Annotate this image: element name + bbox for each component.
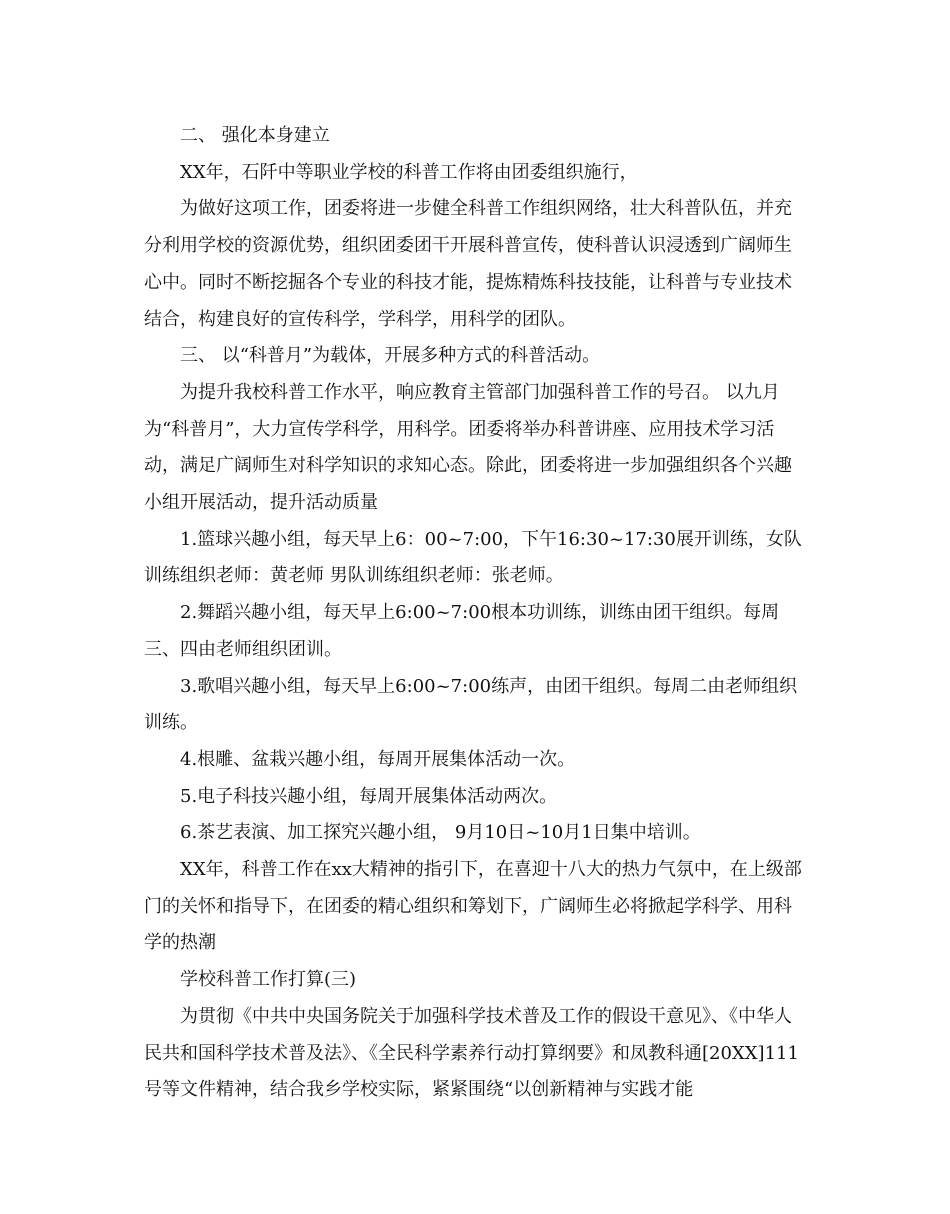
paragraph-conclusion: XX年，科普工作在xx大精神的指引下，在喜迎十八大的热力气氛中，在上级部门的关怀和指导下，在团委的精心组织和筹划下，广阔师生必将掀起学科学、用科学的热潮 xyxy=(144,859,802,954)
list-item-bonsai: 4.根雕、盆栽兴趣小组，每周开展集体活动一次。 xyxy=(180,748,576,770)
plan-title-3: 学校科普工作打算(三) xyxy=(180,969,357,991)
section-heading-3: 三、 以“科普月”为载体，开展多种方式的科普活动。 xyxy=(180,345,601,367)
list-item-tea-art: 6.茶艺表演、加工探究兴趣小组， 9月10日~10月1日集中培训。 xyxy=(180,822,701,844)
list-item-electronics: 5.电子科技兴趣小组，每周开展集体活动两次。 xyxy=(180,785,558,807)
paragraph-organization: 为做好这项工作，团委将进一步健全科普工作组织网络，壮大科普队伍，并充分利用学校的资源优势，组织团委团干开展科普宣传，使科普认识浸透到广阔师生心中。同时不断挖掘各个专业的科技才能，提炼精炼科技技能，让科普与专业技术结合，构建良好的宣传科学，学科学，用科学的团队。 xyxy=(144,198,792,330)
list-item-dance: 2.舞蹈兴趣小组，每天早上6:00~7:00根本功训练，训练由团干组织。每周三、四由老师组织团训。 xyxy=(144,602,780,660)
paragraph-intro: XX年，石阡中等职业学校的科普工作将由团委组织施行， xyxy=(180,161,638,183)
list-item-singing: 3.歌唱兴趣小组，每天早上6:00~7:00练声，由团干组织。每周二由老师组织训练。 xyxy=(144,675,798,734)
paragraph-plan-intro: 为贯彻《中共中央国务院关于加强科学技术普及工作的假设干意见》、《中华人民共和国科学技术普及法》、《全民科学素养行动打算纲要》和凤教科通[20XX]111号等文件精神，结合我乡学校实际，紧紧围绕“以创新精神与实践才能 xyxy=(144,1005,799,1101)
section-heading-2: 二、 强化本身建立 xyxy=(180,125,330,146)
list-item-basketball: 1.篮球兴趣小组，每天早上6：00~7:00，下午16:30~17:30展开训练，女队训练组织老师：黄老师 男队训练组织老师：张老师。 xyxy=(144,528,802,587)
document-body xyxy=(144,118,806,1109)
paragraph-science-month: 为提升我校科普工作水平，响应教育主管部门加强科普工作的号召。 以九月为“科普月”，大力宣传学科学，用科学。团委将举办科普讲座、应用技术学习活动，满足广阔师生对科学知识的求知心态。除此，团委将进一步加强组织各个兴趣小组开展活动，提升活动质量 xyxy=(144,381,792,514)
